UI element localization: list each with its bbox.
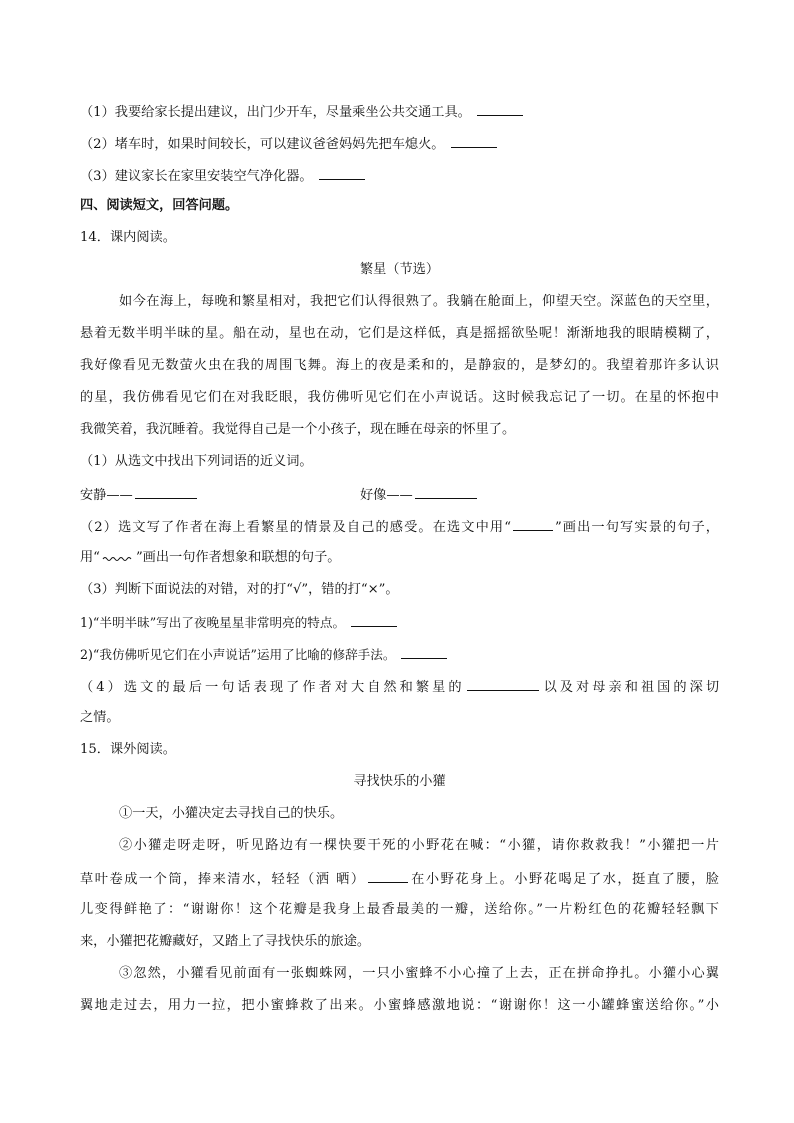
q14-sub1: （1）从选文中找出下列词语的近义词。: [80, 454, 313, 469]
q14-sub2-line1: （2）选文写了作者在海上看繁星的情景及自己的感受。在选文中用“ ”画出一句写实景的句子，: [80, 516, 719, 538]
q14-passage-line: 的星，我仿佛看见它们在对我眨眼，我仿佛听见它们在小声说话。这时候我忘记了一切。在星的怀抱中: [80, 390, 719, 405]
q15-para-line: 儿变得鲜艳了：“谢谢你！这个花瓣是我身上最香最美的一瓣，送给你。”一片粉红色的花瓣轻轻飘下: [80, 902, 719, 917]
answer-blank[interactable]: [351, 612, 397, 627]
q14-passage-line: 如今在海上，每晚和繁星相对，我把它们认得很熟了。我躺在舱面上，仰望天空。深蓝色的天空里，: [119, 294, 719, 309]
q14-sub3: （3）判断下面说法的对错，对的打“√”，错的打“×”。: [80, 582, 399, 597]
q14-sub4-cont: 之情。: [80, 710, 120, 725]
q15-label: 15．课外阅读。: [80, 742, 176, 757]
wavy-underline-sample: [102, 549, 134, 561]
answer-blank[interactable]: [415, 484, 477, 499]
answer-blank[interactable]: [477, 101, 523, 116]
s3-item-2: （2）堵车时，如果时间较长，可以建议爸爸妈妈先把车熄火。: [80, 133, 499, 155]
q14-sub1-word-a: 安静——: [80, 484, 199, 506]
q15-para-1: ①一天，小獾决定去寻找自己的快乐。: [119, 806, 344, 821]
q15-title: 寻找快乐的小獾: [353, 774, 446, 789]
answer-blank[interactable]: [368, 868, 408, 883]
q14-passage-line: 我好像看见无数萤火虫在我的周围飞舞。海上的夜是柔和的，是静寂的，是梦幻的。我望着那许多认识: [80, 358, 719, 373]
answer-blank[interactable]: [451, 133, 497, 148]
answer-blank[interactable]: [401, 644, 447, 659]
s3-item-3: （3）建议家长在家里安装空气净化器。: [80, 165, 367, 187]
answer-blank[interactable]: [467, 676, 539, 691]
section4-heading: 四、阅读短文，回答问题。: [80, 198, 239, 213]
q14-sub2-line2: 用“ ”画出一句作者想象和联想的句子。: [80, 550, 341, 565]
straight-underline-sample: [513, 516, 553, 531]
q14-passage-line: 我微笑着，我沉睡着。我觉得自己是一个小孩子，现在睡在母亲的怀里了。: [80, 422, 516, 437]
answer-blank[interactable]: [135, 484, 197, 499]
q15-para-line: ③忽然，小獾看见前面有一张蜘蛛网，一只小蜜蜂不小心撞了上去，正在拼命挣扎。小獾小心翼: [119, 966, 719, 981]
q14-sub4: （4）选文的最后一句话表现了作者对大自然和繁星的 以及对母亲和祖国的深切: [80, 676, 719, 698]
q15-para-line: 来，小獾把花瓣藏好，又踏上了寻找快乐的旅途。: [80, 934, 371, 949]
q14-sub1-word-b: 好像——: [360, 484, 479, 506]
q14-sub3-item-2: 2)“我仿佛听见它们在小声说话”运用了比喻的修辞手法。: [80, 644, 449, 665]
q14-sub3-item-1: 1)“半明半昧”写出了夜晚星星非常明亮的特点。: [80, 612, 399, 633]
answer-blank[interactable]: [319, 165, 365, 180]
q14-label: 14．课内阅读。: [80, 230, 176, 245]
q15-para-line: 翼地走过去，用力一拉，把小蜜蜂救了出来。小蜜蜂感激地说：“谢谢你！这一小罐蜂蜜送给你。”小: [80, 998, 719, 1013]
q15-para-line: 草叶卷成一个筒，捧来清水，轻轻（洒 晒） 在小野花身上。小野花喝足了水，挺直了腰，脸: [80, 868, 719, 890]
q14-title: 繁星（节选）: [359, 262, 440, 277]
s3-item-1: （1）我要给家长提出建议，出门少开车，尽量乘坐公共交通工具。: [80, 101, 525, 123]
q15-para-line: ②小獾走呀走呀，听见路边有一棵快要干死的小野花在喊：“小獾，请你救救我！”小獾把一片: [119, 838, 719, 853]
q14-passage-line: 悬着无数半明半昧的星。船在动，星也在动，它们是这样低，真是摇摇欲坠呢！渐渐地我的眼睛模糊了，: [80, 326, 719, 341]
